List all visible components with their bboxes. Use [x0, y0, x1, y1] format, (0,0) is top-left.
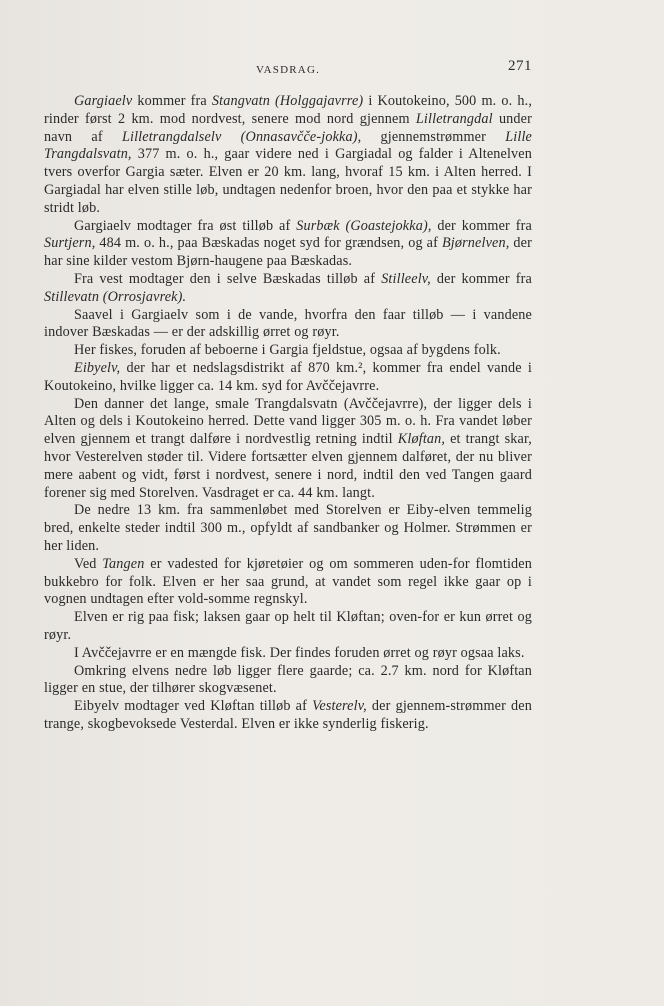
italic-term: Stangvatn (Holggajavrre)	[211, 93, 364, 109]
italic-term: Kløftan,	[397, 431, 446, 448]
text-run: der kommer fra	[431, 217, 532, 234]
running-title: VASDRAG.	[255, 64, 321, 76]
text-run: De nedre 13 km. fra sammenløbet med Storelven er Eiby-elven temmelig bred, enkelte steder indtil 300 m., opfyldt af sandbanker og Holmer. Strømmen er her liden.	[44, 502, 532, 554]
paragraph	[44, 396, 532, 503]
paragraph	[44, 342, 532, 360]
text-run: Ved	[74, 555, 103, 572]
text-run: i Koutokeino, 500 m. o. h., rinder først 2 km. mod nordvest, senere mod nord gjennem	[44, 93, 533, 127]
italic-term: Tangen	[102, 555, 145, 572]
text-run: Den danner det lange, smale Trangdalsvatn (Avččejavrre), der ligger dels i Alten og dels i Koutokeino herred. Dette vand ligger 305 m. o. h. Fra vandet løber elven gjennem et trangt dalføre i nordvestlig retning indtil	[44, 395, 532, 448]
italic-term: Lilletrangdal	[415, 110, 493, 127]
paragraph	[44, 360, 532, 396]
text-run: der kommer fra	[430, 270, 532, 287]
italic-term: Vesterelv,	[312, 698, 367, 715]
italic-term: Gargiaelv	[74, 93, 133, 109]
italic-term: Eibyelv,	[74, 359, 121, 376]
text-run: der gjennem-strømmer den trange, skogbevoksede Vesterdal. Elven er ikke synderlig fiskerig.	[44, 698, 532, 732]
text-run: I Avččejavrre er en mængde fisk. Der findes foruden ørret og røyr ogsaa laks.	[74, 644, 525, 661]
body-text	[44, 93, 532, 734]
text-run: Fra vest modtager den i selve Bæskadas tilløb af	[74, 270, 382, 287]
paragraph	[44, 502, 532, 555]
text-run: Saavel i Gargiaelv som i de vande, hvorfra den faar tilløb — i vandene indover Bæskadas — er der adskillig ørret og røyr.	[44, 306, 532, 341]
paragraph	[44, 609, 532, 645]
text-run: gjennemstrømmer	[361, 128, 506, 145]
italic-term: Stillevatn (Orrosjavrek).	[44, 288, 187, 305]
text-run: et trangt skar, hvor Vesterelven støder til. Videre fortsætter elven gjennem dalføret, der nu bliver mere aabent og vidt, først i nordvest, senere i nord, indtil den ved Tangen gaard forener sig med Storelven. Vasdraget er ca. 44 km. langt.	[44, 431, 532, 501]
text-run: Elven er rig paa fisk; laksen gaar op helt til Kløftan; oven-for er kun ørret og røyr.	[44, 609, 532, 643]
paragraph	[44, 307, 532, 343]
text-run: Omkring elvens nedre løb ligger flere gaarde; ca. 2.7 km. nord for Kløftan ligger en stue, der tilhører skogvæsenet.	[44, 662, 532, 697]
italic-term: Stilleelv,	[381, 270, 431, 287]
text-run: 484 m. o. h., paa Bæskadas noget syd for grændsen, og af	[95, 235, 442, 252]
italic-term: Lille Trangdalsvatn,	[44, 128, 532, 163]
paragraph	[44, 93, 532, 218]
paragraph	[44, 698, 532, 734]
text-run: er vadested for kjøretøier og om sommeren uden-for flomtiden bukkebro for folk. Elven er her saa grund, at vandet som regel ikke gaar op i vognen undtagen efter vold-somme regnskyl.	[44, 555, 532, 608]
italic-term: Surbæk (Goastejokka),	[296, 217, 432, 234]
text-run: Her fiskes, foruden af beboerne i Gargia fjeldstue, ogsaa af bygdens folk.	[74, 342, 501, 359]
text-run: under navn af	[44, 110, 532, 145]
paragraph	[44, 271, 532, 307]
paragraph	[44, 663, 532, 699]
italic-term: Bjørnelven,	[441, 235, 510, 252]
text-run: Gargiaelv modtager fra øst tilløb af	[74, 217, 297, 234]
paragraph	[44, 645, 532, 663]
paragraph	[44, 218, 532, 271]
paragraph	[44, 556, 532, 609]
italic-term: Surtjern,	[44, 235, 96, 252]
text-run: 377 m. o. h., gaar videre ned i Gargiadal og falder i Altenelven tvers overfor Gargia sæter. Elven er 20 km. lang, hvoraf 15 km. i Alten herred. I Gargiadal har elven stille løb, undtagen nedenfor broen, hvor den paa et stykke har stridt løb.	[44, 146, 532, 216]
italic-term: Lilletrangdalselv (Onnasavčče-jokka),	[121, 128, 362, 145]
text-run: der har sine kilder vestom Bjørn-haugene paa Bæskadas.	[44, 235, 532, 270]
text-run: Eibyelv modtager ved Kløftan tilløb af	[74, 698, 313, 715]
page-number: 271	[508, 58, 532, 74]
text-run: der har et nedslagsdistrikt af 870 km.², kommer fra endel vande i Koutokeino, hvilke ligger ca. 14 km. syd for Avččejavrre.	[44, 359, 532, 394]
page-header	[44, 58, 532, 82]
text-run: kommer fra	[132, 93, 212, 109]
